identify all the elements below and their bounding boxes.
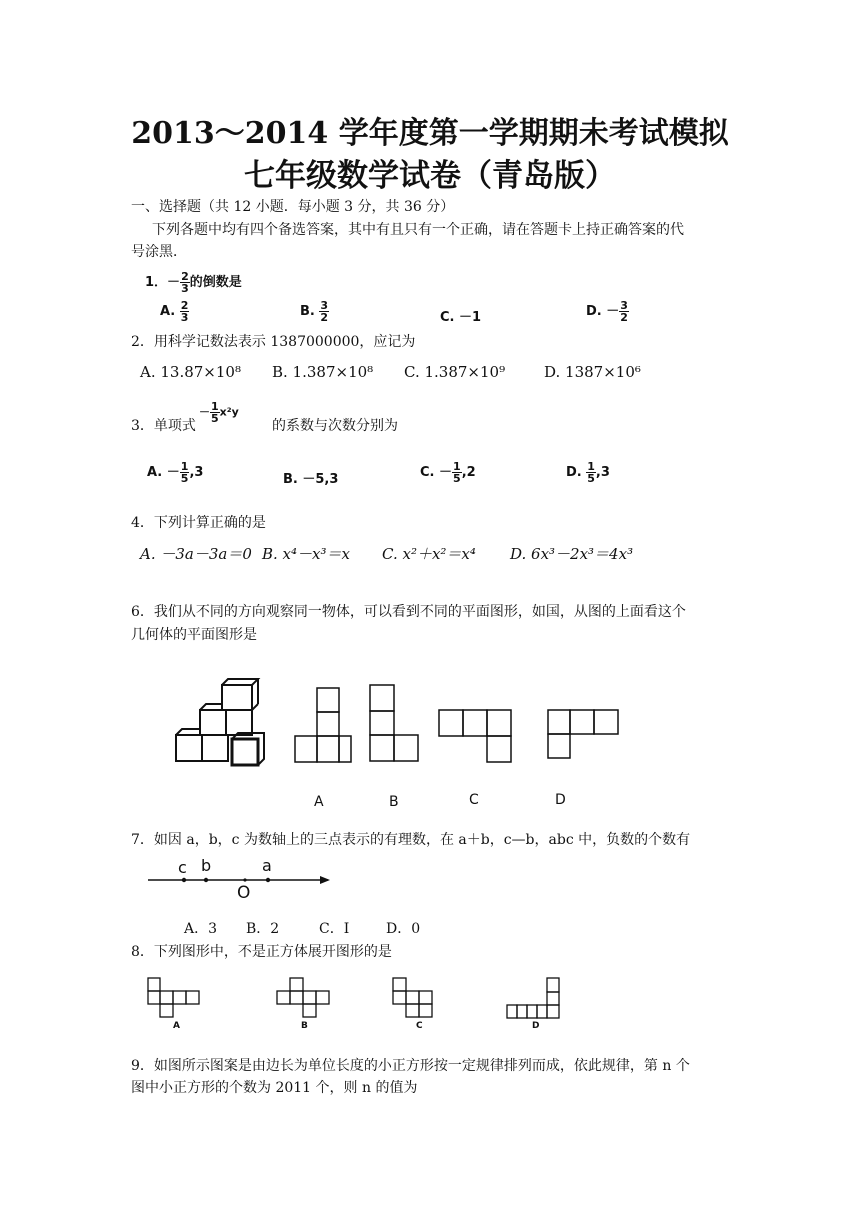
- q2-option-b: B. 1.387×10⁸: [272, 363, 374, 381]
- q6-solid-figure: [170, 675, 270, 770]
- q2-option-c: C. 1.387×10⁹: [404, 363, 506, 381]
- q7-option-c: C．I: [319, 921, 350, 937]
- q6-option-c-figure: [437, 708, 519, 764]
- q7-option-a: A．3: [184, 921, 218, 937]
- q4-option-c: C. x²＋x²＝x⁴: [382, 545, 476, 563]
- q7-label-c: c: [178, 858, 187, 877]
- q6-label-d: D: [555, 792, 566, 808]
- q7-stem: 7．如因 a，b，c 为数轴上的三点表示的有理数，在 a＋b，c—b，abc 中，负数的个数有: [131, 832, 691, 848]
- q4-stem: 4．下列计算正确的是: [131, 515, 266, 531]
- q7-option-d: D．0: [386, 921, 421, 937]
- section-heading: 一、选择题（共 12 小题．每小题 3 分，共 36 分）: [131, 199, 455, 215]
- q9-line1: 9．如图所示图案是由边长为单位长度的小正方形按一定规律排列而成，依此规律，第 n 个: [131, 1058, 690, 1074]
- q6-option-a-figure: [293, 686, 353, 766]
- q8-stem: 8．下列图形中，不是正方体展开图形的是: [131, 944, 392, 960]
- q3-option-b: B. －5,3: [283, 472, 339, 487]
- q8-option-b-figure: [274, 976, 336, 1020]
- q6-line1: 6．我们从不同的方向观察同一物体，可以看到不同的平面图形，如国，从图的上面看这个: [131, 604, 686, 620]
- instruction-line2: 号涂黑．: [131, 244, 187, 260]
- q8-option-a-figure: [146, 976, 206, 1020]
- q3-stem-prefix: 3．单项式: [131, 418, 196, 434]
- q3-monomial: － $\frac{1}{5}$ x²y: [199, 400, 239, 425]
- q8-label-a: A: [173, 1021, 180, 1031]
- exam-title-line1: 2013～2014 学年度第一学期期未考试模拟: [131, 116, 729, 151]
- q2-stem: 2．用科学记数法表示 1387000000，应记为: [131, 334, 416, 350]
- q6-label-c: C: [469, 792, 479, 808]
- q8-label-d: D: [532, 1021, 540, 1031]
- q3-option-d: D. $\frac{1}{5}$ ,3: [566, 460, 610, 485]
- q7-option-b: B．2: [246, 921, 280, 937]
- q6-option-b-figure: [368, 683, 424, 765]
- q4-option-d: D. 6x³－2x³＝4x³: [510, 545, 634, 563]
- q3-stem-suffix: 的系数与次数分别为: [272, 418, 398, 434]
- q4-option-a: A. －3a－3a＝0: [140, 545, 252, 563]
- q1-stem: 1．－ $\frac{2}{3}$ 的倒数是: [145, 270, 242, 295]
- q6-label-b: B: [389, 794, 399, 810]
- q4-option-b: B. x⁴－x³＝x: [262, 545, 350, 563]
- q7-label-b: b: [201, 856, 212, 875]
- q2-option-a: A. 13.87×10⁸: [140, 363, 241, 381]
- q9-line2: 图中小正方形的个数为 2011 个，则 n 的值为: [131, 1080, 418, 1096]
- q3-option-a: A. － $\frac{1}{5}$ ,3: [147, 460, 204, 485]
- q6-label-a: A: [314, 794, 324, 810]
- q3-option-c: C. － $\frac{1}{5}$ ,2: [420, 460, 476, 485]
- q1-option-d: D. － $\frac{3}{2}$: [586, 299, 628, 324]
- q8-label-c: C: [416, 1021, 423, 1031]
- q1-option-c: C. －1: [440, 310, 482, 325]
- q8-label-b: B: [301, 1021, 308, 1031]
- q1-option-b: B. $\frac{3}{2}$: [300, 299, 329, 324]
- q2-option-d: D. 1387×10⁶: [544, 363, 641, 381]
- q7-label-origin: O: [237, 883, 251, 903]
- q1-option-a: A. $\frac{2}{3}$: [160, 299, 189, 324]
- q8-option-d-figure: [505, 976, 565, 1020]
- exam-title-line2: 七年级数学试卷（青岛版）: [244, 158, 616, 194]
- q6-option-d-figure: [546, 708, 622, 760]
- q6-line2: 几何体的平面图形是: [131, 627, 257, 643]
- instruction-line1: 下列各题中均有四个备选答案，其中有且只有一个正确，请在答题卡上持正确答案的代: [152, 222, 684, 238]
- q7-label-a: a: [262, 856, 272, 875]
- q8-option-c-figure: [390, 976, 452, 1020]
